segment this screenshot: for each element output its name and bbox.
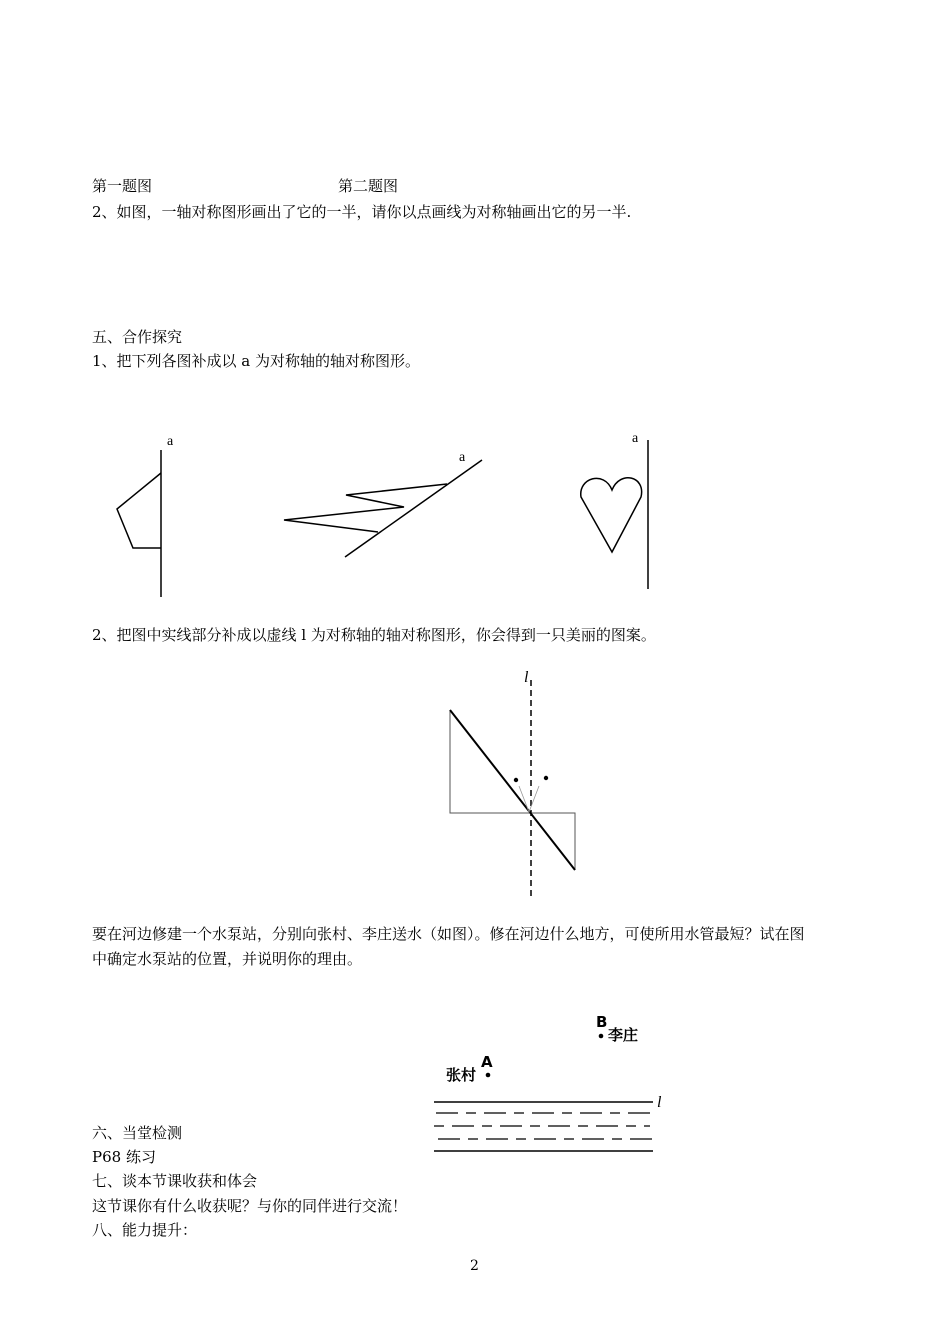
section-5-title: 五、合作探究 <box>92 328 183 346</box>
section-7-title: 七、谈本节课收获和体会 <box>92 1172 258 1190</box>
river-label-l: l <box>657 1094 662 1111</box>
axis-label-l: l <box>524 669 529 686</box>
section-8-title: 八、能力提升： <box>92 1221 198 1239</box>
axis-label-1: a <box>167 434 174 449</box>
section-6-item: P68 练习 <box>92 1148 156 1166</box>
section-5-item-1: 1、把下列各图补成以 a 为对称轴的轴对称图形。 <box>92 352 421 370</box>
point-a-label: A <box>481 1053 493 1071</box>
axis-label-2: a <box>459 450 466 465</box>
place-zhangcun-label: 张村 <box>446 1066 477 1084</box>
axis-label-3: a <box>632 431 639 446</box>
page-number: 2 <box>470 1258 479 1274</box>
section-5-item-2: 2、把图中实线部分补成以虚线 l 为对称轴的轴对称图形，你会得到一只美丽的图案。 <box>92 626 656 644</box>
pump-question-line-2: 中确定水泵站的位置，并说明你的理由。 <box>92 950 363 968</box>
fig1-caption: 第一题图 <box>92 177 153 195</box>
question-2-text: 2、如图，一轴对称图形画出了它的一半，请你以点画线为对称轴画出它的另一半. <box>92 203 632 221</box>
point-b-label: B <box>596 1013 608 1031</box>
place-lizhuang-label: 李庄 <box>608 1026 639 1044</box>
fig2-caption: 第二题图 <box>338 177 399 195</box>
section-6-title: 六、当堂检测 <box>92 1124 183 1142</box>
pump-question-line-1: 要在河边修建一个水泵站，分别向张村、李庄送水（如图）。修在河边什么地方，可使所用水管最短？试在图 <box>92 925 805 943</box>
point-b-dot <box>599 1034 604 1039</box>
section-7-item: 这节课你有什么收获呢？与你的同伴进行交流！ <box>92 1197 408 1215</box>
point-a-dot <box>486 1073 491 1078</box>
